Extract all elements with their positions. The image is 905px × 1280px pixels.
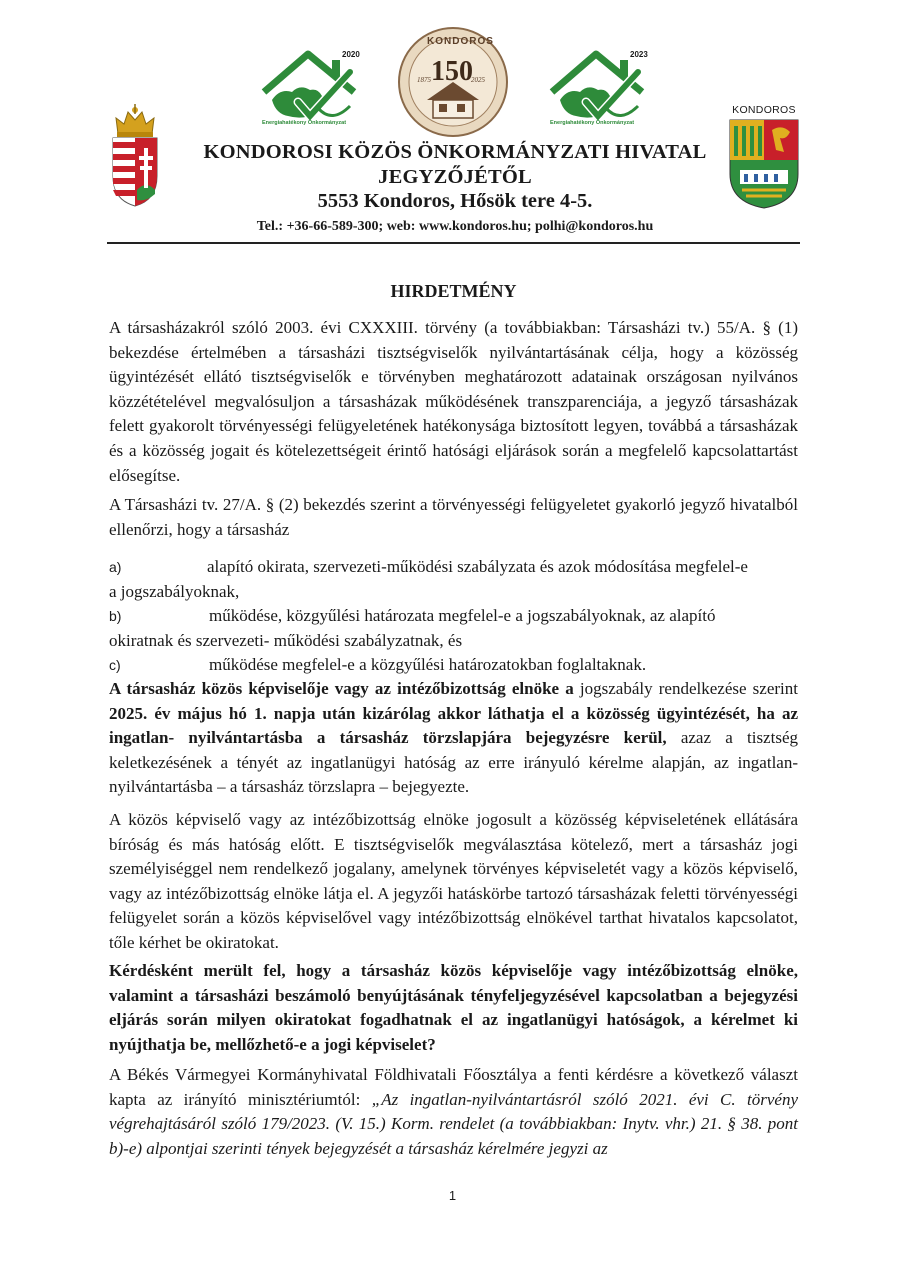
- office-name-line1: KONDOROSI KÖZÖS ÖNKORMÁNYZATI HIVATAL: [203, 141, 707, 163]
- p3-text-1: jogszabály rendelkezése szerint: [573, 679, 798, 698]
- paragraph-5-question: Kérdésként merült fel, hogy a társasház közös képviselője vagy intézőbizottság elnöke, valamint a társasházi beszámoló benyújtásának tényfeljegyzésével kapcsolatban a bejegyzési eljárás során milyen okiratokat fogadhatnak el az ingatlanügyi hatóságok, a kérelmet ki nyújthatja be, mellőzhető-e a jogi képviselet?: [109, 961, 798, 1054]
- list-item-text: alapító okirata, szervezeti-működési szabályzata és azok módosítása megfelel-e: [207, 557, 748, 576]
- energy-efficient-municipality-logo: [258, 44, 364, 134]
- office-name-line2: JEGYZŐJÉTŐL: [378, 166, 532, 188]
- p6-text: A Békés Vármegyei Kormányhivatal Földhivatali Főosztálya a fenti kérdésre a következő választ kapta az irányító minisztériumtól:: [109, 1065, 798, 1109]
- list-item: [109, 604, 798, 629]
- list-item: [109, 555, 798, 580]
- anniversary-to-year: 2025: [471, 76, 485, 84]
- header-divider: [107, 242, 800, 244]
- list-item: [109, 653, 798, 678]
- list-marker: c): [109, 657, 121, 674]
- p3-bold-1: A társasház közös képviselője vagy az intézőbizottság elnöke a: [109, 679, 574, 698]
- anniversary-top-text: KONDOROS: [427, 36, 494, 47]
- paragraph-6: [109, 1063, 798, 1161]
- office-address: 5553 Kondoros, Hősök tere 4-5.: [317, 190, 593, 212]
- energy-logo-year-left: 2020: [342, 50, 360, 59]
- p3-text-2: azaz a tisztség keletkezésének a tényét az ingatlanügyi hatóság az erre irányuló kérelme alapján, az ingatlan-nyilvántartásba – a társasház törzslapra – bejegyezte.: [109, 728, 798, 797]
- crest-label: KONDOROS: [732, 104, 796, 116]
- office-contact: Tel.: +36-66-589-300; web: www.kondoros.hu; polhi@kondoros.hu: [256, 219, 654, 234]
- list-item-text: működése, közgyűlési határozata megfelel-e a jogszabályoknak, az alapító: [209, 606, 716, 626]
- paragraph-1: A társasházakról szóló 2003. évi CXXXIII. törvény (a továbbiakban: Társasházi tv.) 55/A. § (1) bekezdése értelmében a társasházi tisztségviselők nyilvántartásának célja, hogy a közösség ügyintézését ellátó tisztségviselők e törvényben meghatározott adatainak országosan nyilvános közzétételével megvalósuljon a társasházak működésének transzparenciája, a jegyző társasházak felett gyakorolt törvényességi felügyeletének hatékonysága biztosított legyen, továbbá a társasházak és a közösség jogait és kötelezettségeit érintő hatósági eljárások során a megfelelő kapcsolattartást elősegítse.: [109, 318, 798, 485]
- anniversary-from-year: 1875: [417, 76, 431, 84]
- page-title: HIRDETMÉNY: [390, 281, 517, 301]
- paragraph-3: [109, 677, 798, 800]
- list-item-text: működése megfelel-e a közgyűlési határozatokban foglaltaknak.: [209, 655, 647, 675]
- p3-bold-2: 2025. év május hó 1. napja után kizárólag akkor láthatja el a közösség ügyintézését, ha az ingatlan- nyilvántartásba a társasház törzslapjára bejegyzésre kerül,: [109, 703, 798, 748]
- hungary-coat-of-arms-icon: [110, 104, 160, 208]
- paragraph-4: A közös képviselő vagy az intézőbizottság elnöke jogosult a közösség képviseletének ellátására bíróság és más hatóság előtt. E tisztségviselők megválasztása kötelező, mert a társasház jogi személyiséggel nem rendelkező jogalany, amelynek törvényes képviseletét vagy a közös képviselő, vagy az intézőbizottság elnöke látja el. A jegyzői hatáskörbe tartozó társasházak feletti törvényességi felügyelet során a közös képviselővel vagy intézőbizottság elnökével tarthat hivatalos kapcsolatot, tőle kérhet be okiratokat.: [109, 810, 798, 952]
- energy-logo-caption-left: Energiahatékony Önkormányzat: [262, 120, 347, 126]
- paragraph-2: A Társasházi tv. 27/A. § (2) bekezdés szerint a törvényességi felügyeletet gyakorló jegyző hivatalból ellenőrzi, hogy a társasház: [109, 495, 798, 539]
- energy-efficient-municipality-logo-2023: [546, 44, 652, 134]
- list-marker: b): [109, 608, 122, 625]
- list-item-continuation: okiratnak és szervezeti- működési szabályzatnak, és: [109, 630, 463, 650]
- p6-quote: „Az ingatlan-nyilvántartásról szóló 2021. évi C. törvény végrehajtásáról szóló 179/2023. (V. 15.) Korm. rendelet (a továbbiakban: Inytv. vhr.) 21. § 38. pont b)-e) alpontjai szerinti tények bejegyzését a társasház kérelmére jegyzi az: [109, 1089, 798, 1158]
- office-name: [160, 140, 750, 190]
- list-item-continuation: a jogszabályoknak,: [109, 581, 240, 601]
- criteria-list: [109, 555, 798, 678]
- energy-logo-year-right: 2023: [630, 50, 648, 59]
- page-number: 1: [448, 1188, 457, 1203]
- anniversary-number: 150: [431, 56, 473, 87]
- list-marker: a): [109, 559, 122, 575]
- energy-logo-caption-right: Energiahatékony Önkormányzat: [550, 120, 635, 126]
- kondoros-150-anniversary-logo: [397, 26, 509, 138]
